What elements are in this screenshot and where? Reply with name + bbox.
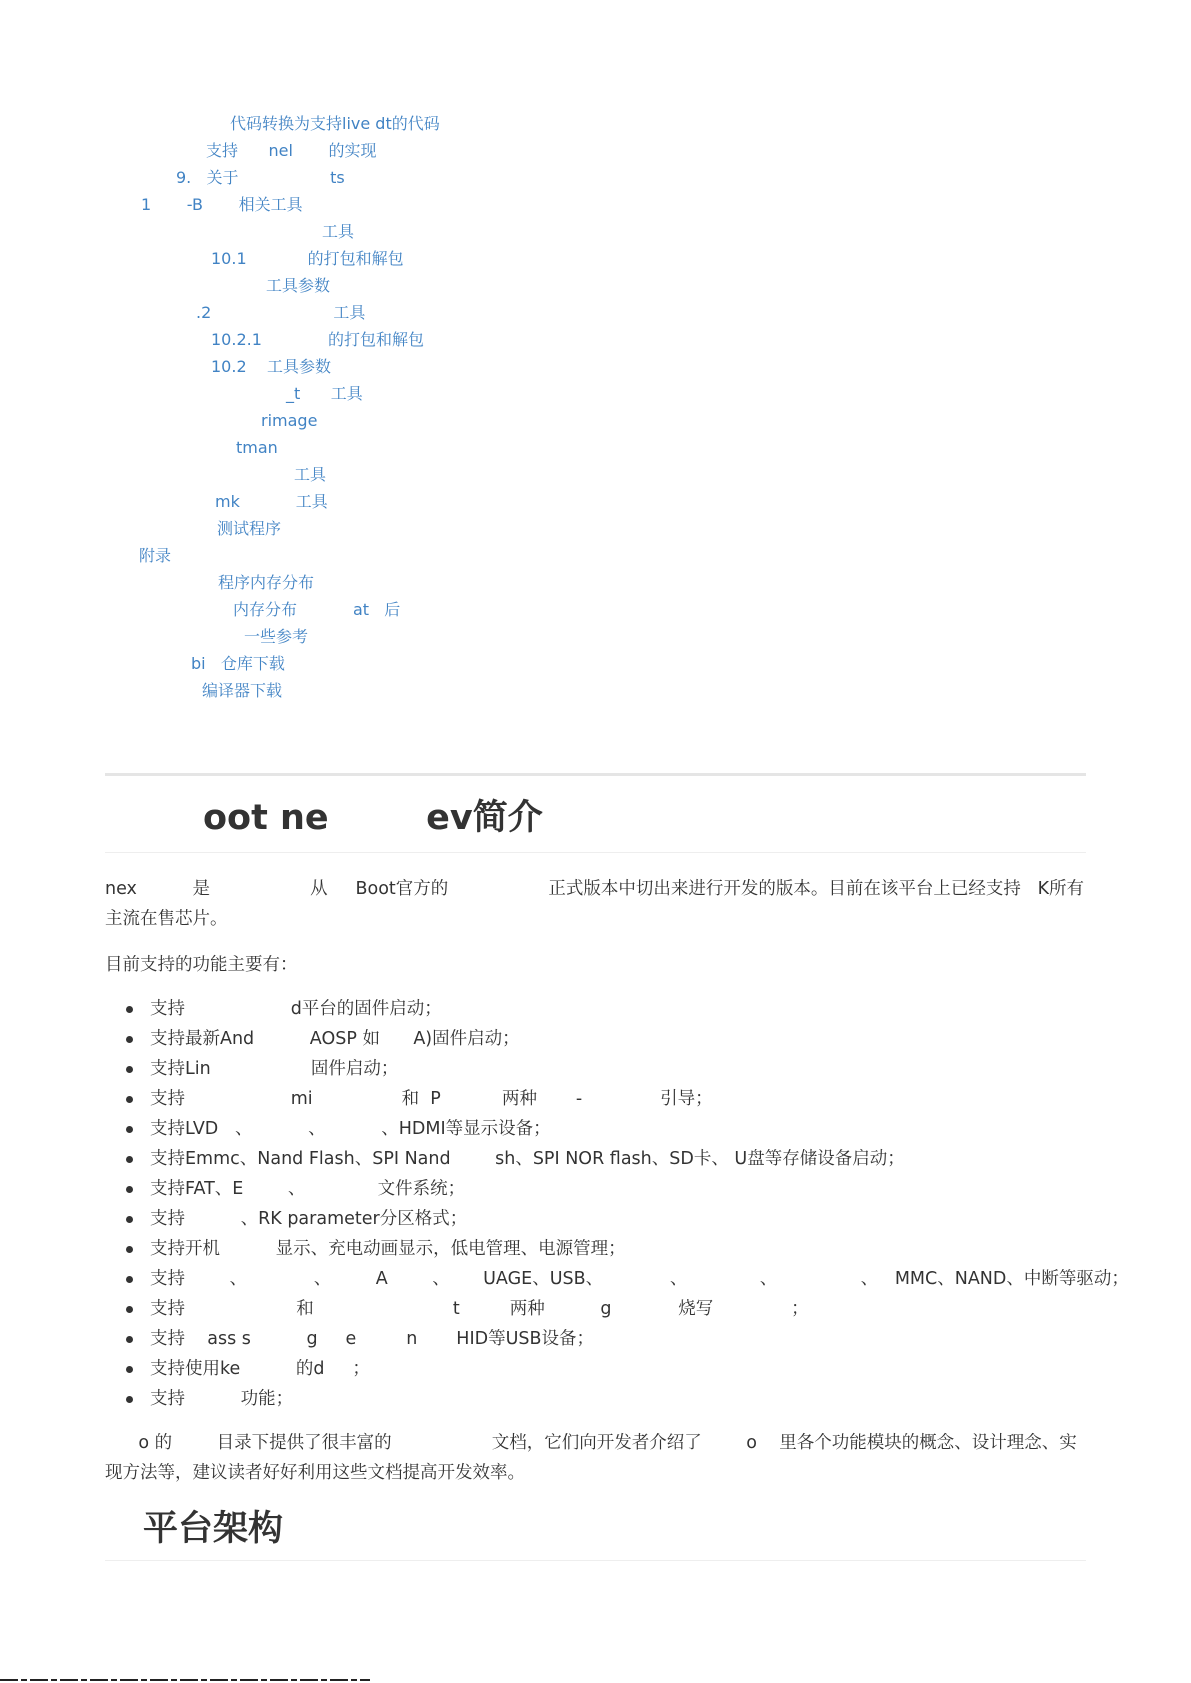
- toc-link[interactable]: 附录: [139, 546, 172, 565]
- list-item: 支持 、 、 A 、 UAGE、USB、 、 、 、 MMC、NAND、中断等驱动；: [105, 1264, 1086, 1294]
- intro-paragraph: nex 是 从 Boot官方的 正式版本中切出来进行开发的版本。目前在该平台上已经支持 K所有主流在售芯片。: [105, 879, 1085, 929]
- list-item: 支持LVD 、 、 、HDMI等显示设备；: [105, 1114, 1086, 1144]
- list-item: 支持开机 显示、充电动画显示，低电管理、电源管理；: [105, 1234, 1086, 1264]
- toc-link[interactable]: 程序内存分布: [218, 573, 315, 592]
- toc-link[interactable]: 一些参考: [244, 627, 309, 646]
- toc-link[interactable]: 10.2 工具参数: [211, 357, 331, 376]
- list-item: 支持Lin 固件启动；: [105, 1054, 1086, 1084]
- toc-link[interactable]: _t 工具: [286, 384, 363, 403]
- list-item: 支持 d平台的固件启动；: [105, 994, 1086, 1024]
- list-item: 支持 和 t 两种 g 烧写 ；: [105, 1294, 1086, 1324]
- subheading-underline: [105, 1560, 1086, 1561]
- features-intro: 目前支持的功能主要有：: [105, 955, 298, 975]
- toc-link[interactable]: rimage: [261, 411, 318, 430]
- toc-link[interactable]: 工具参数: [266, 276, 331, 295]
- toc-link[interactable]: 支持 nel 的实现: [206, 141, 377, 160]
- toc-link[interactable]: 10.1 的打包和解包: [211, 249, 404, 268]
- list-item: 支持 ass s g e n HID等USB设备；: [105, 1324, 1086, 1354]
- toc-link[interactable]: tman: [236, 438, 278, 457]
- page-bottom-edge: [0, 1679, 370, 1681]
- list-item: 支持使用ke 的d ；: [105, 1354, 1086, 1384]
- toc-link[interactable]: 10.2.1 的打包和解包: [211, 330, 425, 349]
- toc-link[interactable]: 工具: [322, 222, 355, 241]
- section-heading: oot ne ev简介: [203, 798, 543, 838]
- toc-link[interactable]: 1 -B 相关工具: [141, 195, 303, 214]
- toc-link[interactable]: 9. 关于 ts: [176, 168, 345, 187]
- section-divider: [105, 773, 1086, 776]
- feature-list: [105, 994, 1129, 1414]
- list-item: 支持 、RK parameter分区格式；: [105, 1204, 1086, 1234]
- toc-link[interactable]: 代码转换为支持live dt的代码: [230, 114, 440, 133]
- toc-link[interactable]: bi 仓库下载: [191, 654, 285, 673]
- list-item: 支持FAT、E 、 文件系统；: [105, 1174, 1086, 1204]
- list-item: 支持Emmc、Nand Flash、SPI Nand sh、SPI NOR flash、SD卡、 U盘等存储设备启动；: [105, 1144, 1086, 1174]
- toc-link[interactable]: mk 工具: [215, 492, 328, 511]
- outro-paragraph: o 的 目录下提供了很丰富的 文档，它们向开发者介绍了 o 里各个功能模块的概念、设计理念、实现方法等，建议读者好好利用这些文档提高开发效率。: [105, 1433, 1077, 1483]
- list-item: 支持 功能；: [105, 1384, 1086, 1414]
- toc-link[interactable]: .2 工具: [196, 303, 366, 322]
- list-item: 支持 mi 和 P 两种 - 引导；: [105, 1084, 1086, 1114]
- toc-link[interactable]: 内存分布 at 后: [233, 600, 401, 619]
- toc-link[interactable]: 工具: [294, 465, 327, 484]
- list-item: 支持最新And AOSP 如 A)固件启动；: [105, 1024, 1086, 1054]
- heading-underline: [105, 852, 1086, 853]
- toc-link[interactable]: 编译器下载: [202, 681, 283, 700]
- toc-link[interactable]: 测试程序: [217, 519, 282, 538]
- subsection-heading: 平台架构: [143, 1509, 284, 1549]
